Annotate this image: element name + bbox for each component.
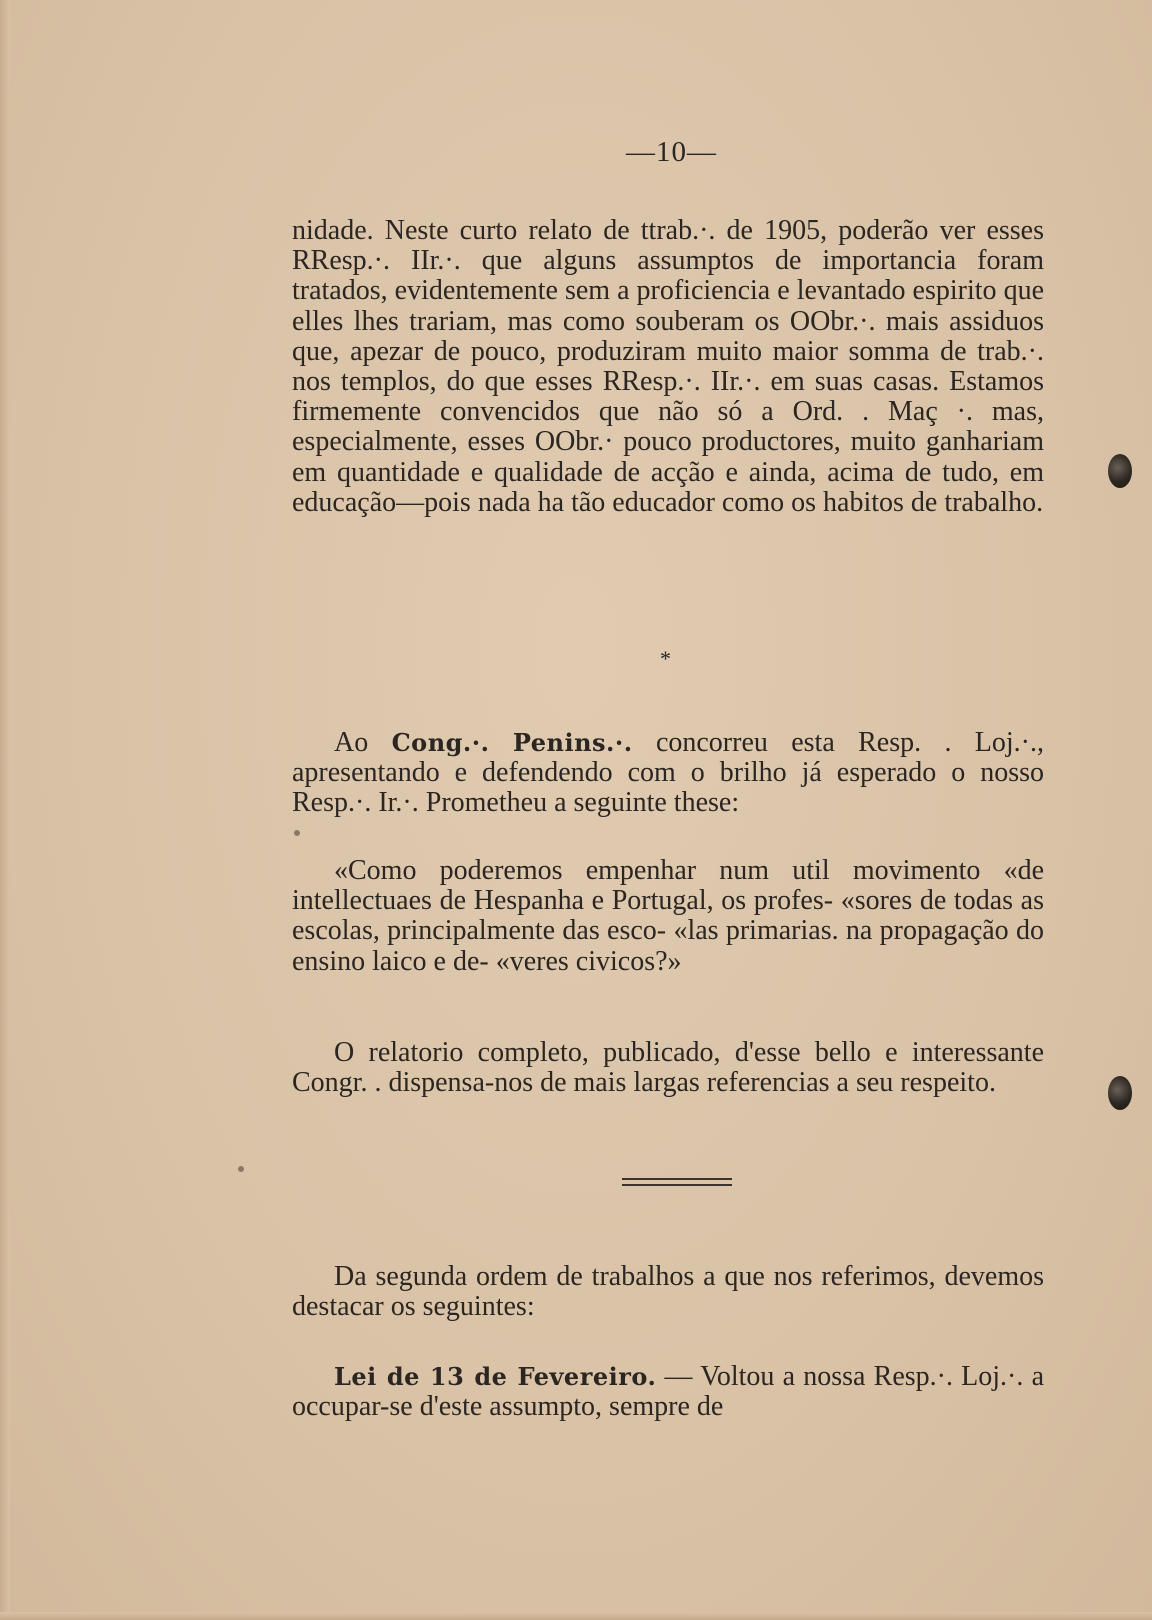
paragraph-5-rest: — Voltou a nossa Resp.·. Loj.·. a occupar-se d'este assumpto, sempre de [292,1361,1045,1423]
paragraph-1 [292,216,1044,518]
paragraph-2-rest: concorreu esta Resp. . Loj.·., apresentando e defendendo com o brilho já esperado o nosso Resp.·. Ir.·. Prometheu a seguinte these: [292,727,1045,819]
ink-speck [238,1166,244,1172]
double-rule-top [622,1178,732,1180]
page-bottom-edge [0,1612,1152,1620]
peninsular-abbrev: Penins.·. [512,728,633,757]
paragraph-2-start: Ao [334,727,392,758]
binding-staple-top [1108,454,1132,488]
page-left-edge [0,0,10,1620]
thesis-quote-text: «Como poderemos empenhar num util movimento «de intellectuaes de Hespanha e Portugal, os profes- «sores de todas as escolas, principalmente das esco- «las primarias. na propagação do ensino laico e de- «veres civicos?» [292,855,1044,977]
congress-abbrev: Cong.·. [391,728,490,757]
section-separator-asterisk: * [660,646,671,671]
binding-staple-bottom [1108,1076,1132,1110]
paragraph-2-space [489,727,512,758]
paragraph-2-text [292,728,1044,819]
paragraph-1-text: nidade. Neste curto relato de ttrab.·. de 1905, poderão ver esses RResp.·. IIr.·. que alguns assumptos de importancia foram tratados, evidentemente sem a proficiencia e levantado espirito que elles lhes trariam, mas como souberam os OObr.·. mais assiduos que, apezar de pouco, produziram muito maior somma de trab.·. nos templos, do que esses RResp.·. IIr.·. em suas casas. Estamos firmemente convencidos que não só a Ord. . Maç ·. mas, especialmente, esses OObr.· pouco productores, muito ganhariam em quantidade e qualidade de acção e ainda, acima de tudo, em educação—pois nada ha tão educador como os habitos de trabalho. [292,215,1044,518]
thesis-quote [292,856,1044,977]
double-rule-bottom [622,1184,732,1186]
paragraph-4-text: Da segunda ordem de trabalhos a que nos referimos, devemos destacar os seguintes: [292,1261,1044,1323]
law-heading: Lei de 13 de Fevereiro. [334,1362,657,1391]
paragraph-3 [292,1038,1044,1098]
paragraph-5 [292,1362,1044,1422]
paragraph-3-text: O relatorio completo, publicado, d'esse bello e interessante Congr. . dispensa-nos de mais largas referencias a seu respeito. [292,1037,1044,1099]
paragraph-5-text [292,1362,1044,1422]
paragraph-4 [292,1262,1044,1322]
ink-speck [294,830,300,836]
paragraph-2 [292,728,1044,819]
page-number: —10— [626,136,717,168]
